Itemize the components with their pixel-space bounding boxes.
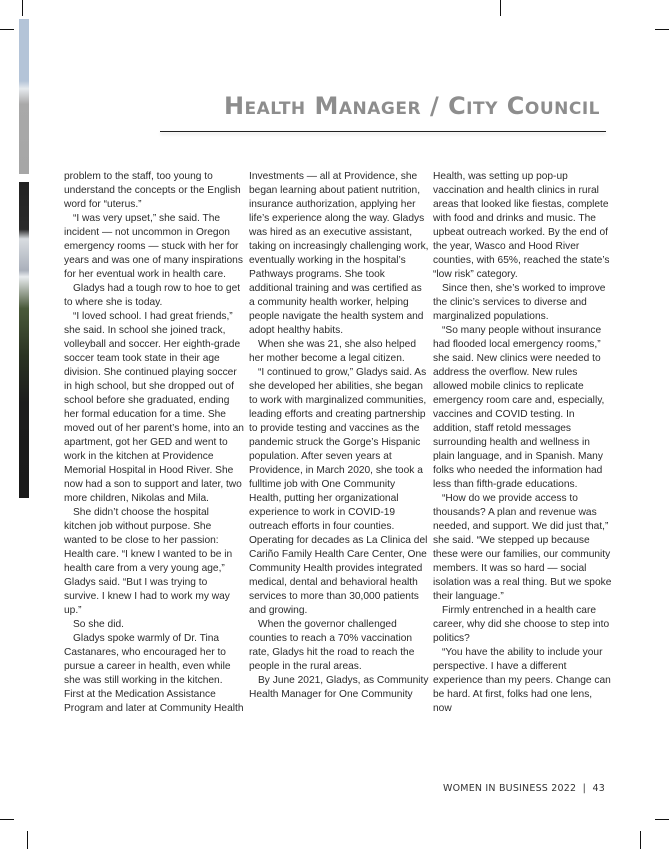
- paragraph: “I was very upset,” she said. The incident — not uncommon in Oregon emergency rooms — stuck with her for years and was one of many inspirations for her eventual work in health care.: [64, 213, 243, 280]
- paragraph: Gladys had a tough row to hoe to get to where she is today.: [64, 283, 241, 308]
- paragraph: “How do we provide access to thousands? A plan and revenue was needed, and support. We did just that,” she said. “We stepped up because these were our families, our community members. It was so hard — social isolation was a real thing. But we spoke their language.”: [433, 493, 612, 602]
- page-title: Health Manager / City Council: [223, 92, 600, 120]
- paragraph: By June 2021, Gladys, as Community Health Manager for One Community: [249, 675, 429, 700]
- page-footer: WOMEN IN BUSINESS 2022 | 43: [443, 783, 605, 794]
- paragraph: When she was 21, she also helped her mother become a legal citizen.: [249, 339, 417, 364]
- paragraph: When the governor challenged counties to reach a 70% vaccination rate, Gladys hit the road to reach the people in the rural areas.: [249, 619, 415, 672]
- paragraph: “So many people without insurance had flooded local emergency rooms,” she said. New clinics were needed to address the overflow. New rules allowed mobile clinics to replicate emergency room care and, especially, vaccines and COVID testing. In addition, staff retold messages surrounding health and wellness in plain language, and in Spanish. Many folks who needed the information had less than fifth-grade educations.: [433, 325, 605, 490]
- crop-mark: [640, 831, 641, 849]
- crop-mark: [655, 29, 669, 30]
- paragraph: Gladys spoke warmly of Dr. Tina Castanares, who encouraged her to pursue a career in health, even while she was still working in the kitchen. First at the Medication Assistance Program and later at Community Health: [64, 633, 244, 714]
- paragraph: Firmly entrenched in a health care career, why did she choose to step into politics?: [433, 605, 610, 644]
- crop-mark: [22, 0, 23, 16]
- crop-mark: [655, 819, 669, 820]
- paragraph: Since then, she’s worked to improve the clinic’s services to diverse and marginalized populations.: [433, 283, 606, 322]
- article-column-3: [433, 170, 613, 716]
- crop-mark: [511, 29, 669, 30]
- article-column-2: [249, 170, 429, 702]
- crop-mark: [0, 819, 14, 820]
- paragraph: She didn’t choose the hospital kitchen job without purpose. She wanted to be close to her passion: Health care. “I knew I wanted to be in health care from a very young age,” Gladys said. “But I was trying to survive. I knew I had to work my way up.”: [64, 507, 233, 616]
- paragraph: Investments — all at Providence, she began learning about patient nutrition, insurance authorization, applying her life’s experience along the way. Gladys was hired as an executive assistant, taking on increasingly challenging work, eventually working in the hospital’s Pathways programs. She took additional training and was certified as a community health worker, helping people navigate the health system and adopt healthy habits.: [249, 171, 429, 336]
- crop-mark: [500, 0, 501, 16]
- paragraph: So she did.: [73, 619, 124, 630]
- paragraph: Health, was setting up pop-up vaccination and health clinics in rural areas that looked like fiestas, complete with food and drinks and music. The upbeat outreach worked. By the end of the year, Wasco and Hood River counties, with 65%, reached the state’s “low risk” category.: [433, 171, 610, 280]
- photo-strip-bottom: [19, 182, 29, 498]
- section-header: [160, 92, 606, 120]
- crop-mark: [0, 29, 14, 30]
- crop-mark: [27, 831, 28, 849]
- header-divider: [160, 131, 606, 132]
- article-column-1: [64, 170, 244, 716]
- paragraph: “You have the ability to include your perspective. I have a different experience than my peers. Change can be hard. At first, folks had one lens, now: [433, 647, 611, 714]
- photo-strip-top: [19, 19, 29, 174]
- paragraph: problem to the staff, too young to understand the concepts or the English word for “uterus.”: [64, 171, 241, 210]
- paragraph: “I loved school. I had great friends,” she said. In school she joined track, volleyball and soccer. Her eighth-grade soccer team took state in their age division. She continued playing soccer in high school, but she dropped out of school before she graduated, ending her formal education for a time. She moved out of her parent’s home, into an apartment, got her GED and went to work in the kitchen at Providence Memorial Hospital in Hood River. She now had a son to support and later, two more children, Nikolas and Mila.: [64, 311, 244, 504]
- paragraph: “I continued to grow,” Gladys said. As she developed her abilities, she began to work with marginalized communities, leading efforts and creating partnership to provide testing and vaccines as the pandemic struck the Gorge’s Hispanic population. After seven years at Providence, in March 2020, she took a fulltime job with One Community Health, putting her organizational experience to work in COVID-19 outreach efforts in four counties. Operating for decades as La Clinica del Cariño Family Health Care Center, One Community Health provides integrated medical, dental and behavioral health services to more than 30,000 patients and growing.: [249, 367, 428, 616]
